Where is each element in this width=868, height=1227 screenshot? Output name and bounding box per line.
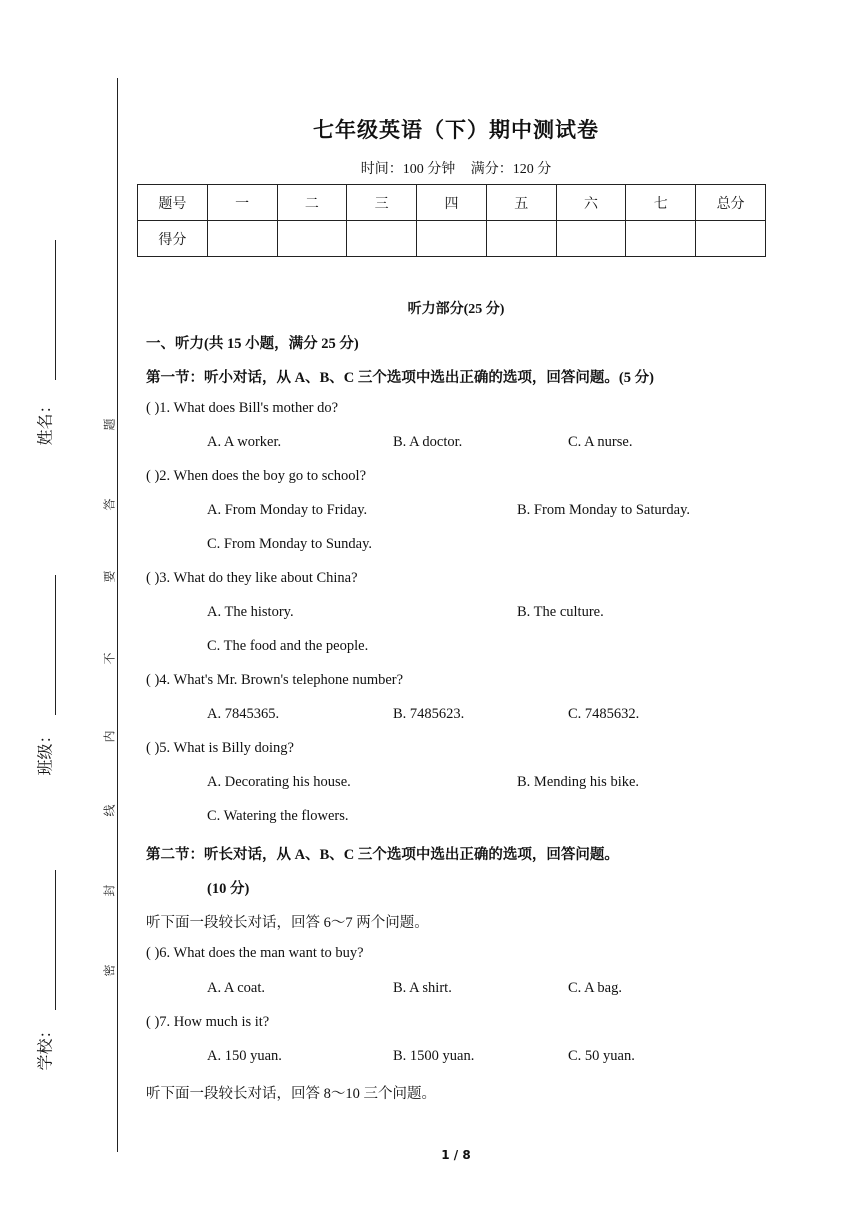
score-cell: 一 (207, 185, 277, 221)
score-input-cell[interactable] (486, 221, 556, 257)
score-input-cell[interactable] (417, 221, 487, 257)
question-2: ( )2. When does the boy go to school? (146, 468, 367, 484)
score-input-cell[interactable] (207, 221, 277, 257)
question-1: ( )1. What does Bill's mother do? (146, 400, 339, 416)
option-b: B. From Monday to Saturday. (517, 502, 691, 518)
question-5: ( )5. What is Billy doing? (146, 740, 294, 756)
score-cell: 六 (556, 185, 626, 221)
option-c: C. A nurse. (568, 434, 633, 450)
option-c: C. 50 yuan. (568, 1048, 635, 1064)
score-cell: 四 (417, 185, 487, 221)
option-b: B. A shirt. (393, 980, 452, 996)
score-cell: 三 (347, 185, 417, 221)
score-input-cell[interactable] (626, 221, 696, 257)
seal-char: 封 (102, 884, 117, 897)
seal-char: 不 (102, 652, 117, 665)
score-table-score-row (138, 221, 766, 257)
seal-char: 内 (102, 730, 117, 743)
dialog-two-intro: 听下面一段较长对话，回答 8～10 三个问题。 (146, 1086, 436, 1102)
option-a: A. The history. (207, 604, 294, 620)
class-label: 班级： (35, 727, 55, 776)
option-a: A. 150 yuan. (207, 1048, 282, 1064)
option-a: A. A coat. (207, 980, 265, 996)
class-rule (55, 575, 56, 715)
score-input-cell[interactable] (556, 221, 626, 257)
score-table-header-row (138, 185, 766, 221)
question-6: ( )6. What does the man want to buy? (146, 945, 364, 961)
section-two-instruction: 第二节：听长对话，从 A、B、C 三个选项中选出正确的选项，回答问题。 (146, 847, 619, 863)
option-c: C. A bag. (568, 980, 622, 996)
question-7: ( )7. How much is it? (146, 1014, 270, 1030)
option-a: A. 7845365. (207, 706, 280, 722)
seal-char: 密 (102, 964, 117, 977)
seal-char: 要 (102, 570, 117, 583)
option-b: B. The culture. (517, 604, 604, 620)
option-b: B. 7485623. (393, 706, 465, 722)
option-c: C. The food and the people. (207, 638, 369, 654)
score-cell: 五 (486, 185, 556, 221)
score-input-cell[interactable] (277, 221, 347, 257)
score-cell: 七 (626, 185, 696, 221)
score-cell: 题号 (138, 185, 208, 221)
score-cell: 总分 (696, 185, 766, 221)
score-cell: 得分 (138, 221, 208, 257)
option-c: C. From Monday to Sunday. (207, 536, 373, 552)
exam-subtitle (0, 158, 868, 178)
binding-line (117, 78, 118, 1152)
score-input-cell[interactable] (347, 221, 417, 257)
seal-char: 答 (102, 498, 117, 511)
option-c: C. Watering the flowers. (207, 808, 349, 824)
page-number: 1 / 8 (441, 1148, 471, 1162)
section-one-instruction: 第一节：听小对话，从 A、B、C 三个选项中选出正确的选项，回答问题。(5 分) (146, 370, 654, 386)
exam-title: 七年级英语（下）期中测试卷 (313, 118, 599, 142)
score-table (137, 184, 766, 257)
option-a: A. A worker. (207, 434, 282, 450)
section-two-points: (10 分) (207, 881, 250, 897)
option-a: A. Decorating his house. (207, 774, 351, 790)
question-4: ( )4. What's Mr. Brown's telephone number? (146, 672, 404, 688)
dialog-one-intro: 听下面一段较长对话，回答 6～7 两个问题。 (146, 915, 429, 931)
score-input-cell[interactable] (696, 221, 766, 257)
option-a: A. From Monday to Friday. (207, 502, 368, 518)
listening-heading: 听力部分(25 分) (407, 302, 505, 317)
option-b: B. 1500 yuan. (393, 1048, 475, 1064)
seal-char: 线 (102, 804, 117, 817)
school-rule (55, 870, 56, 1010)
score-cell: 二 (277, 185, 347, 221)
option-b: B. A doctor. (393, 434, 463, 450)
option-b: B. Mending his bike. (517, 774, 640, 790)
time-info: 时间：100 分钟 (360, 162, 456, 177)
option-c: C. 7485632. (568, 706, 640, 722)
seal-char: 题 (102, 418, 117, 431)
question-3: ( )3. What do they like about China? (146, 570, 358, 586)
school-label: 学校： (35, 1022, 55, 1071)
part-one-heading: 一、听力(共 15 小题，满分 25 分) (146, 336, 359, 352)
full-score-info: 满分：120 分 (470, 162, 552, 177)
name-label: 姓名： (35, 397, 55, 446)
